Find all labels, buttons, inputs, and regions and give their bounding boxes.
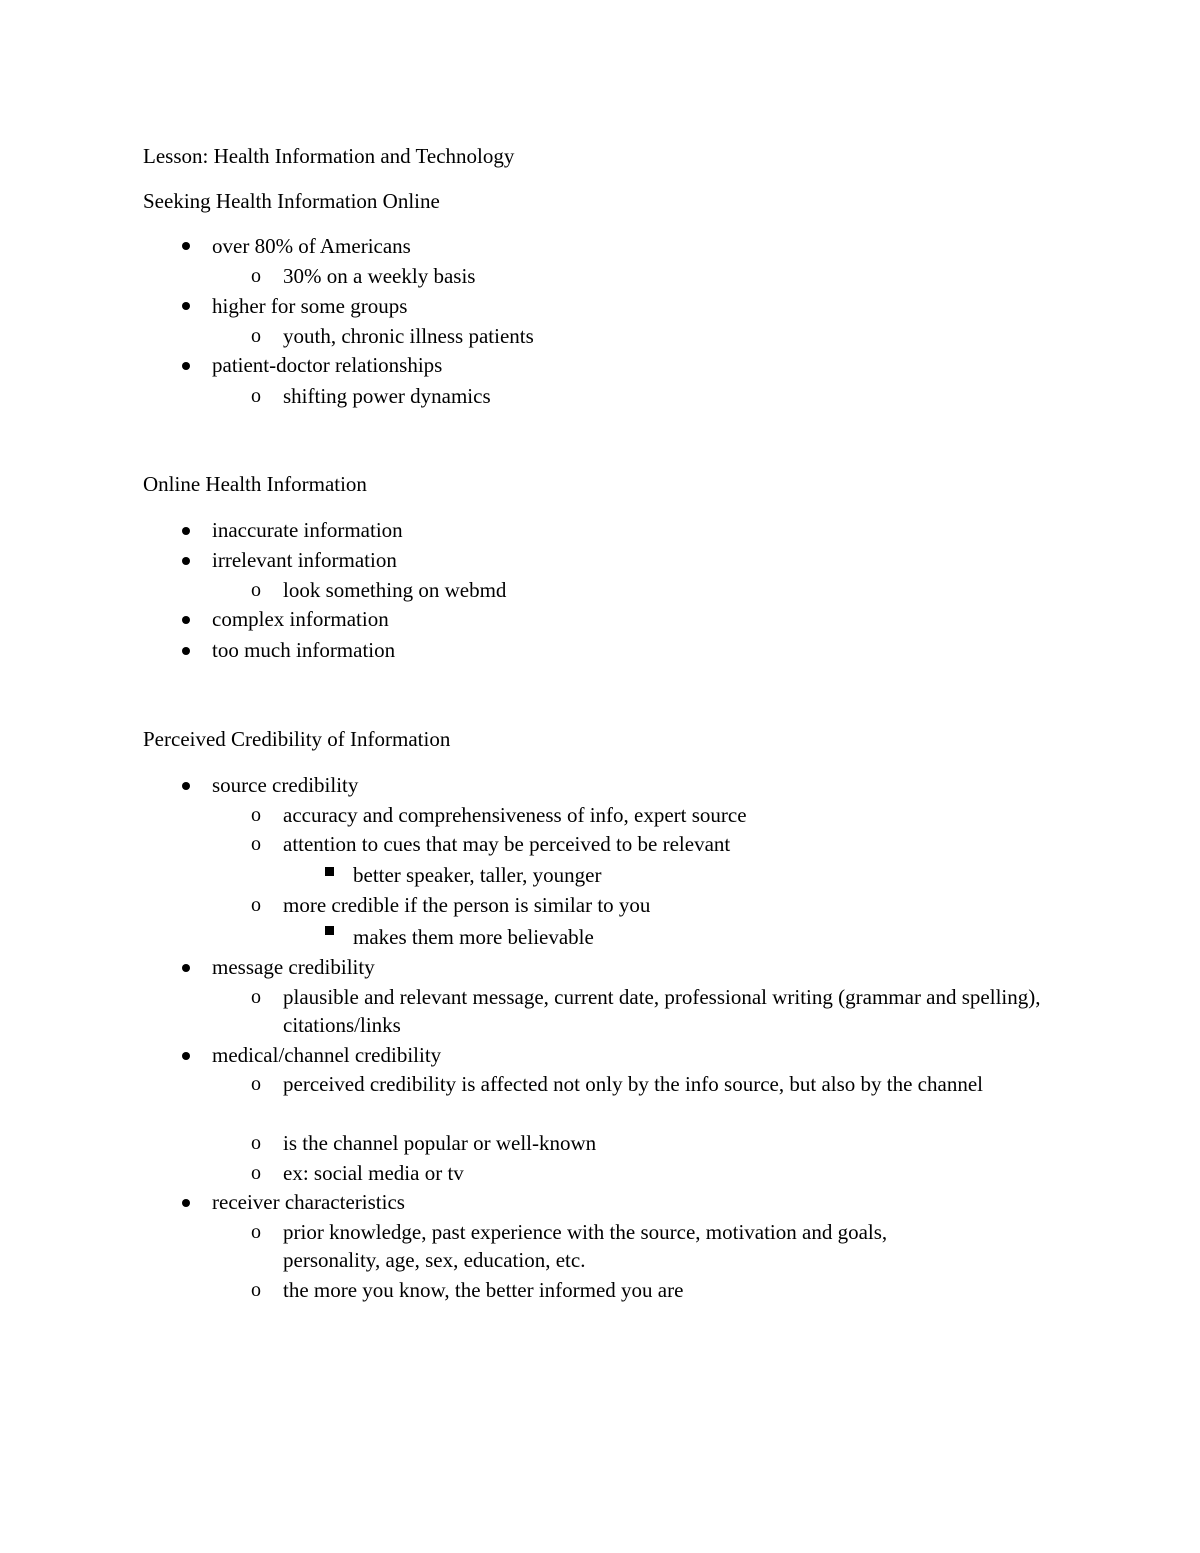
bullet-circle: o: [251, 894, 261, 916]
bullet-circle: o: [251, 265, 261, 287]
list-item: patient-doctor relationships: [212, 353, 443, 377]
sub-list-item: perceived credibility is affected not only by the info source, but also by the channel: [283, 1072, 983, 1096]
bullet-circle: o: [251, 986, 261, 1008]
bullet-dot: [182, 964, 190, 972]
sub-list-item: look something on webmd: [283, 578, 507, 602]
list-item: over 80% of Americans: [212, 234, 411, 258]
section-heading: Online Health Information: [143, 472, 367, 496]
bullet-circle: o: [251, 325, 261, 347]
bullet-circle: o: [251, 1073, 261, 1095]
bullet-circle: o: [251, 1132, 261, 1154]
section-heading: Seeking Health Information Online: [143, 189, 440, 213]
sub-list-item: more credible if the person is similar to you: [283, 893, 651, 917]
list-item: complex information: [212, 607, 389, 631]
sub-list-item: the more you know, the better informed you are: [283, 1278, 684, 1302]
sub-list-item: prior knowledge, past experience with the source, motivation and goals, personality, age, sex, education, etc.: [283, 1220, 888, 1272]
sub-sub-list-item: better speaker, taller, younger: [353, 863, 602, 887]
bullet-dot: [182, 1199, 190, 1207]
bullet-circle: o: [251, 579, 261, 601]
sub-list-item: is the channel popular or well-known: [283, 1131, 597, 1155]
bullet-dot: [182, 782, 190, 790]
sub-list-item: ex: social media or tv: [283, 1161, 464, 1185]
list-item: inaccurate information: [212, 518, 403, 542]
bullet-dot: [182, 647, 190, 655]
sub-list-item: attention to cues that may be perceived to be relevant: [283, 832, 731, 856]
bullet-dot: [182, 362, 190, 370]
bullet-circle: o: [251, 1162, 261, 1184]
list-item: message credibility: [212, 955, 375, 979]
sub-list-item: youth, chronic illness patients: [283, 324, 534, 348]
bullet-dot: [182, 527, 190, 535]
bullet-square: [325, 926, 334, 935]
bullet-circle: o: [251, 385, 261, 407]
bullet-circle: o: [251, 833, 261, 855]
sub-sub-list-item: makes them more believable: [353, 925, 594, 949]
bullet-dot: [182, 557, 190, 565]
page-title: Lesson: Health Information and Technology: [143, 144, 515, 168]
sub-list-item: 30% on a weekly basis: [283, 264, 476, 288]
list-item: too much information: [212, 638, 396, 662]
sub-list-item: accuracy and comprehensiveness of info, expert source: [283, 803, 747, 827]
bullet-dot: [182, 1052, 190, 1060]
bullet-dot: [182, 302, 190, 310]
sub-list-item: plausible and relevant message, current date, professional writing (grammar and spelling), citations/links: [283, 985, 1041, 1037]
list-item: medical/channel credibility: [212, 1043, 442, 1067]
bullet-dot: [182, 616, 190, 624]
sub-list-item: shifting power dynamics: [283, 384, 491, 408]
bullet-circle: o: [251, 1221, 261, 1243]
section-heading: Perceived Credibility of Information: [143, 727, 451, 751]
list-item: source credibility: [212, 773, 359, 797]
list-item: receiver characteristics: [212, 1190, 405, 1214]
bullet-circle: o: [251, 804, 261, 826]
list-item: irrelevant information: [212, 548, 397, 572]
list-item: higher for some groups: [212, 294, 408, 318]
bullet-circle: o: [251, 1279, 261, 1301]
bullet-dot: [182, 242, 190, 250]
bullet-square: [325, 867, 334, 876]
